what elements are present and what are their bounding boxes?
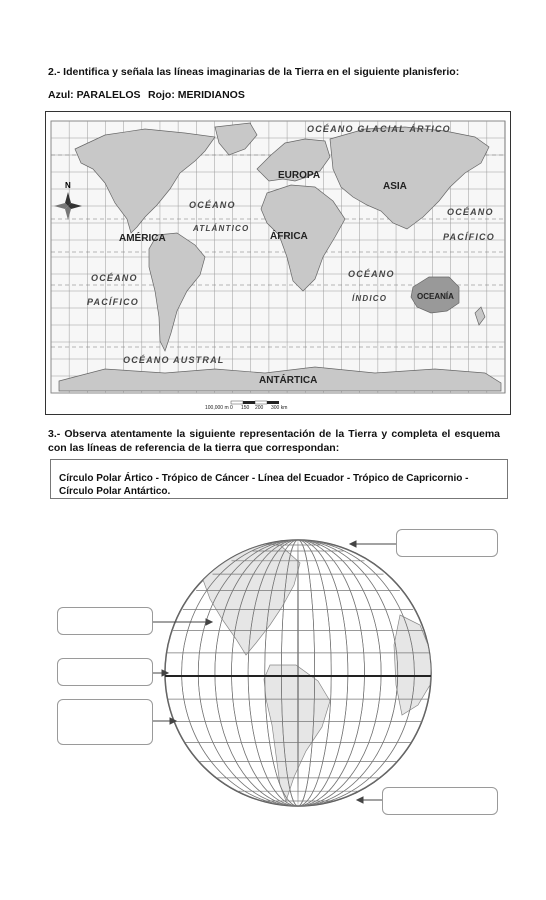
question-2-text: 2.- Identifica y señala las líneas imaginarias de la Tierra en el siguiente planisferio: [48,66,460,78]
arrowhead-bottom-right [357,797,363,803]
label-oceano-austral: OCÉANO AUSTRAL [123,355,225,365]
legend-meridianos: Rojo: MERIDIANOS [148,89,245,101]
legend-paralelos: Azul: PARALELOS [48,89,141,101]
terms-box [50,459,508,499]
label-europa: EUROPA [278,170,321,181]
scale-tick-1: 150 [241,405,250,411]
answer-box-bottom-right[interactable] [382,787,498,815]
world-map-planisferio [45,111,511,415]
arrowhead-top-right [350,541,356,547]
terms-list: Círculo Polar Ártico - Trópico de Cáncer - Línea del Ecuador - Trópico de Capricornio - Círculo Polar Antártico. [59,473,469,497]
label-oceano-pacifico-r1: OCÉANO [447,207,494,217]
label-asia: ASIA [383,181,407,192]
answer-box-top-right[interactable] [396,529,498,557]
label-antartica: ANTÁRTICA [259,375,318,386]
label-indico: ÍNDICO [352,294,388,303]
answer-box-left-2[interactable] [57,658,153,686]
scale-tick-2: 200 [255,405,264,411]
scale-tick-3: 300 km [271,405,288,411]
compass-north-label: N [65,181,71,190]
label-africa: ÁFRICA [270,231,308,242]
label-pacifico-l: PACÍFICO [87,297,139,307]
label-pacifico-r: PACÍFICO [443,232,495,242]
label-oceano-indico-1: OCÉANO [348,269,395,279]
label-america: AMÉRICA [119,233,166,244]
scale-tick-0: 0 [230,405,233,411]
question-3-text: 3.- Observa atentamente la siguiente representación de la Tierra y completa el esquema con las líneas de referencia de la tierra que correspondan: [48,428,500,454]
label-glacial-artico: OCÉANO GLACIAL ÁRTICO [307,124,451,134]
label-oceano-atlantico-1: OCÉANO [189,200,236,210]
answer-box-left-3[interactable] [57,699,153,745]
scale-ratio: 100,000 m [205,405,229,411]
label-oceano-pacifico-l1: OCÉANO [91,273,138,283]
label-oceania: OCEANÍA [417,292,454,301]
label-atlantico: ATLÁNTICO [193,224,250,233]
answer-box-left-1[interactable] [57,607,153,635]
